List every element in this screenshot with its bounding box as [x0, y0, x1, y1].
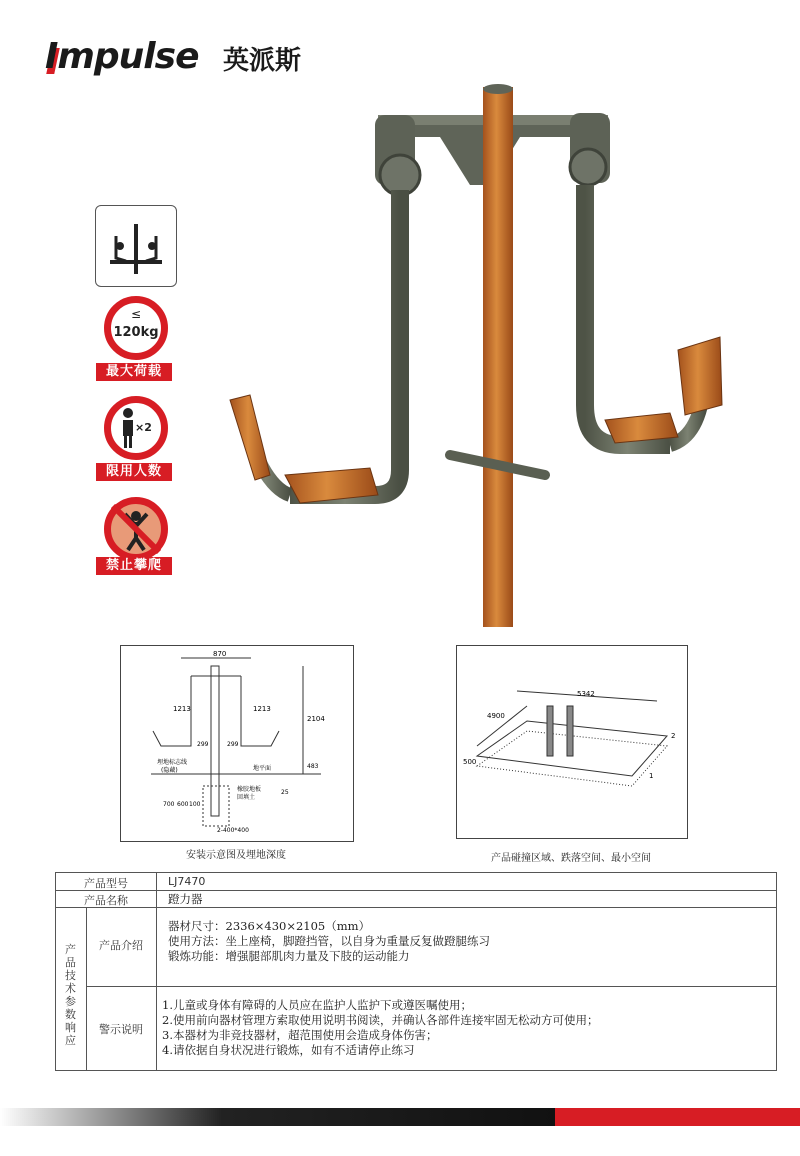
intro-line-1: 器材尺寸：2336×430×2105（mm） — [168, 919, 371, 933]
user-count: ×2 — [135, 421, 152, 434]
install-drawing — [121, 646, 353, 841]
load-symbol: ≤ — [130, 307, 142, 321]
install-caption: 安装示意图及埋地深度 — [186, 850, 286, 861]
install-diagram — [120, 645, 354, 842]
space-drawing — [457, 646, 687, 838]
model-value: LJ7470 — [168, 875, 206, 888]
dim-483: 483 — [307, 763, 319, 770]
two-user-icon-box — [95, 205, 177, 287]
no-climbing-sign — [104, 497, 168, 561]
name-value: 蹬力器 — [168, 892, 203, 906]
warning-line-2: 2.使用前向器材管理方索取使用说明书阅读，并确认各部件连接牢固无松动方可使用； — [162, 1013, 599, 1027]
dim-600: 600 — [177, 801, 189, 808]
label-plate: 橡胶地板 — [237, 786, 262, 793]
label-fill: 回填土 — [237, 794, 256, 801]
intro-line-2: 使用方法：坐上座椅，脚蹬挡管，以自身为重量反复做蹬腿练习 — [168, 934, 490, 948]
dim-left-height: 1213 — [173, 705, 191, 713]
product-illustration — [200, 75, 760, 635]
warning-label: 警示说明 — [99, 1023, 143, 1036]
logo-chinese: 英派斯 — [223, 46, 302, 76]
space-diagram — [456, 645, 688, 839]
label-marker-sub: (隐藏) — [161, 767, 178, 774]
warning-line-4: 4.请依据自身状况进行锻炼，如有不适请停止练习 — [162, 1043, 415, 1057]
dim-top: 870 — [213, 650, 227, 658]
logo-latin: Impulse — [45, 36, 199, 77]
dim-width: 4900 — [487, 712, 505, 720]
name-label: 产品名称 — [84, 894, 128, 907]
brand-logo — [45, 36, 345, 80]
user-limit-sign — [104, 396, 168, 460]
max-load-label: 最大荷载 — [96, 363, 172, 381]
warning-line-1: 1.儿童或身体有障碍的人员应在监护人监护下或遵医嘱使用； — [162, 998, 472, 1012]
user-limit-label: 限用人数 — [96, 463, 172, 481]
dim-700: 700 — [163, 801, 175, 808]
model-label: 产品型号 — [84, 877, 128, 890]
dim-right-height: 1213 — [253, 705, 271, 713]
footer-dark-bar — [0, 1108, 555, 1126]
callout-2: 2 — [671, 732, 676, 740]
load-value: 120kg — [113, 325, 159, 340]
dim-s2: 299 — [227, 741, 239, 748]
dim-length: 5342 — [577, 690, 595, 698]
dim-100: 100 — [189, 801, 201, 808]
intro-line-3: 锻炼功能：增强腿部肌肉力量及下肢的运动能力 — [168, 949, 410, 963]
space-caption: 产品碰撞区域、跌落空间、最小空间 — [491, 853, 651, 864]
dim-25: 25 — [281, 789, 289, 796]
two-user-equipment-icon — [96, 206, 176, 286]
footer-red-bar — [555, 1108, 800, 1126]
dim-base: 2-400*400 — [217, 827, 249, 834]
intro-label: 产品介绍 — [99, 939, 143, 952]
dim-s1: 299 — [197, 741, 209, 748]
no-climbing-label: 禁止攀爬 — [96, 557, 172, 575]
side-label: 产品技术参数响应 — [65, 943, 76, 1047]
max-load-sign — [104, 296, 168, 360]
warning-line-3: 3.本器材为非竞技器材，超范围使用会造成身体伤害； — [162, 1028, 438, 1042]
dim-total-height: 2104 — [307, 715, 325, 723]
dim-height: 500 — [463, 758, 477, 766]
callout-1: 1 — [649, 772, 654, 780]
label-ground: 地平面 — [253, 765, 272, 772]
spec-table — [55, 872, 777, 1071]
label-marker: 埋地标志线 — [157, 759, 188, 766]
no-climbing-icon — [111, 504, 161, 554]
